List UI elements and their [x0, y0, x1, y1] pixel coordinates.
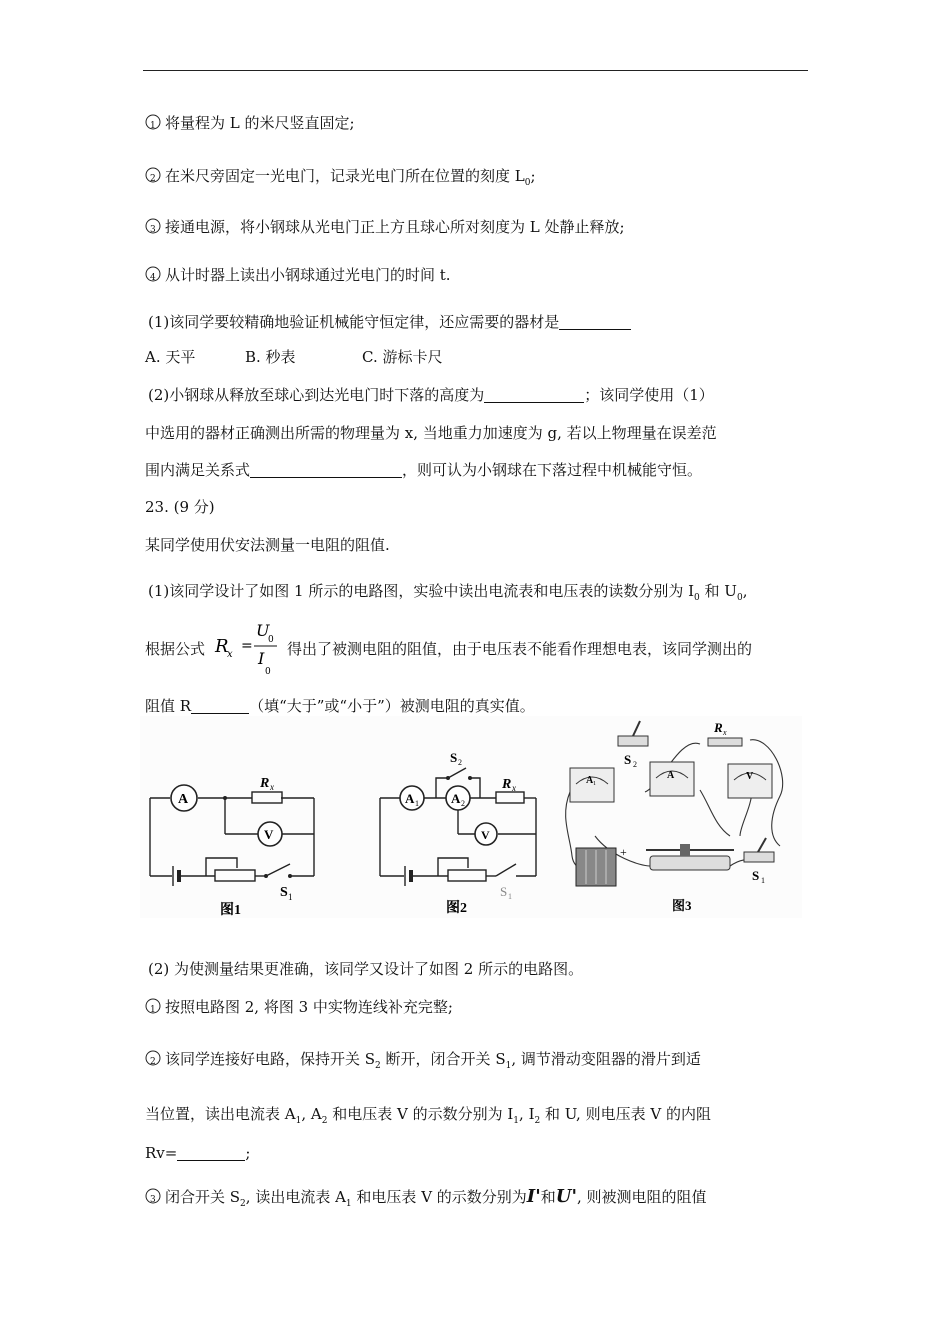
circled-number: 3: [145, 1188, 163, 1206]
resistor-rx-icon: [708, 738, 742, 746]
option-b: B. 秒表: [245, 348, 296, 366]
question-1: (1)该同学要较精确地验证机械能守恒定律，还应需要的器材是: [148, 311, 631, 332]
formula-denominator-sub: 0: [265, 667, 271, 676]
step-1: 1 将量程为 L 的米尺竖直固定;: [145, 112, 355, 133]
q23-part1-line2b: 得出了被测电阻的阻值，由于电压表不能看作理想电表，该同学测出的: [287, 640, 753, 658]
formula-lhs-sub: x: [227, 649, 233, 660]
part2-step-2: 2 该同学连接好电路，保持开关 $S_2$ 断开，闭合开关 $S_1$, 调节滑动变阻器的滑片到适: [145, 1048, 701, 1071]
svg-text:V: V: [746, 771, 754, 782]
part2-step-2-line3: Rv= ;: [145, 1144, 251, 1162]
fig1-ammeter-label: A: [178, 792, 189, 807]
question-2-line3: 围内满足关系式 ，则可认为小钢球在下落过程中机械能守恒。: [145, 461, 703, 479]
header-rule: [143, 70, 808, 71]
formula-eq: =: [241, 638, 253, 654]
svg-text:x: x: [270, 782, 274, 792]
formula-numerator: U: [256, 622, 270, 640]
fig2-caption: 图2: [446, 901, 467, 916]
circuit-figures: [140, 716, 802, 918]
fig3-s1-label: S: [752, 868, 760, 883]
question-2-line2: 中选用的器材正确测出所需的物理量为 x, 当地重力加速度为 g, 若以上物理量在误差范: [145, 424, 717, 442]
svg-text:1: 1: [593, 781, 596, 787]
svg-text:2: 2: [633, 760, 637, 769]
fig3-plus-label: +: [620, 845, 627, 859]
svg-text:x: x: [512, 783, 516, 793]
svg-text:1: 1: [761, 876, 765, 885]
fig2-s1-label: S: [500, 884, 508, 899]
i-prime: I': [526, 1186, 541, 1207]
formula-numerator-sub: 0: [268, 635, 274, 645]
svg-text:2: 2: [458, 758, 462, 767]
part2-step-3: 3 闭合开关 $S_2$, 读出电流表 $A_1$ 和电压表 V 的示数分别为I'和U', 则被测电阻的阻值: [145, 1186, 707, 1209]
part2-step-2-line2: 当位置，读出电流表 $A_1$, $A_2$ 和电压表 V 的示数分别为 $I_1$, $I_2$ 和 U, 则电压表 V 的内阻: [145, 1105, 711, 1126]
circled-number: 3: [145, 218, 163, 236]
fig3-resistor-label: R: [714, 720, 723, 735]
switch-s1-icon: [744, 852, 774, 862]
svg-text:1: 1: [508, 892, 512, 901]
circled-number: 4: [145, 266, 163, 284]
circled-number: 2: [145, 167, 163, 185]
fig1-switch-label: S: [280, 885, 288, 900]
q23-header: 23. (9 分): [145, 498, 215, 516]
q23-intro: 某同学使用伏安法测量一电阻的阻值.: [145, 536, 390, 554]
battery-icon: [576, 848, 616, 886]
part2-intro: (2) 为使测量结果更准确，该同学又设计了如图 2 所示的电路图。: [148, 960, 584, 978]
formula-rx: [213, 622, 283, 676]
fig2-s2-label: S: [450, 750, 458, 765]
step-2: 2 在米尺旁固定一光电门，记录光电门所在位置的刻度 $L_0$;: [145, 165, 536, 188]
fig2-a1-label: A: [405, 791, 415, 806]
part2-step-1: 1 按照电路图 2, 将图 3 中实物连线补充完整;: [145, 996, 453, 1017]
option-c: C. 游标卡尺: [362, 348, 443, 366]
step-4: 4 从计时器上读出小钢球通过光电门的时间 t.: [145, 264, 451, 285]
fig1-voltmeter-label: V: [264, 827, 274, 842]
answer-blank: [250, 462, 402, 478]
formula-denominator: I: [258, 649, 265, 668]
answer-blank: [559, 314, 631, 330]
svg-text:A: A: [586, 775, 594, 786]
svg-text:1: 1: [415, 799, 419, 808]
svg-text:x: x: [723, 728, 727, 737]
q23-part1-line1: (1)该同学设计了如图 1 所示的电路图，实验中读出电流表和电压表的读数分别为 $I_0$ 和 $U_0$,: [148, 582, 748, 603]
circled-number: 1: [145, 114, 163, 132]
fig2-a2-label: A: [451, 791, 461, 806]
meter-a1-icon: [570, 768, 614, 802]
circled-number: 2: [145, 1050, 163, 1068]
svg-text:2: 2: [461, 799, 465, 808]
fig3-caption: 图3: [672, 898, 692, 913]
q23-part1-line2a: 根据公式: [145, 640, 206, 658]
answer-blank: [191, 698, 249, 714]
switch-s2-icon: [618, 736, 648, 746]
svg-text:1: 1: [288, 892, 293, 902]
question-2-line1: (2)小钢球从释放至球心到达光电门时下落的高度为 ；该同学使用（1）: [148, 386, 714, 404]
answer-blank: [484, 387, 584, 403]
step-3: 3 接通电源，将小钢球从光电门正上方且球心所对刻度为 L 处静止释放;: [145, 216, 625, 237]
svg-text:A: A: [667, 770, 675, 781]
circled-number: 1: [145, 998, 163, 1016]
u-prime: U': [555, 1186, 577, 1207]
fig2-resistor-label: R: [502, 777, 512, 792]
rheostat-icon: [646, 844, 734, 870]
fig3-s2-label: S: [624, 752, 632, 767]
meter-v-icon: [728, 764, 772, 798]
q23-part1-line3: 阻值 R （填“大于”或“小于”）被测电阻的真实值。: [145, 697, 535, 715]
answer-blank: [177, 1145, 245, 1161]
fig1-caption: 图1: [220, 903, 241, 918]
fig2-voltmeter-label: V: [481, 828, 490, 842]
option-a: A. 天平: [145, 348, 196, 366]
fig1-resistor-label: R: [260, 776, 270, 791]
formula-lhs: R: [215, 636, 229, 657]
meter-a2-icon: [650, 762, 694, 796]
